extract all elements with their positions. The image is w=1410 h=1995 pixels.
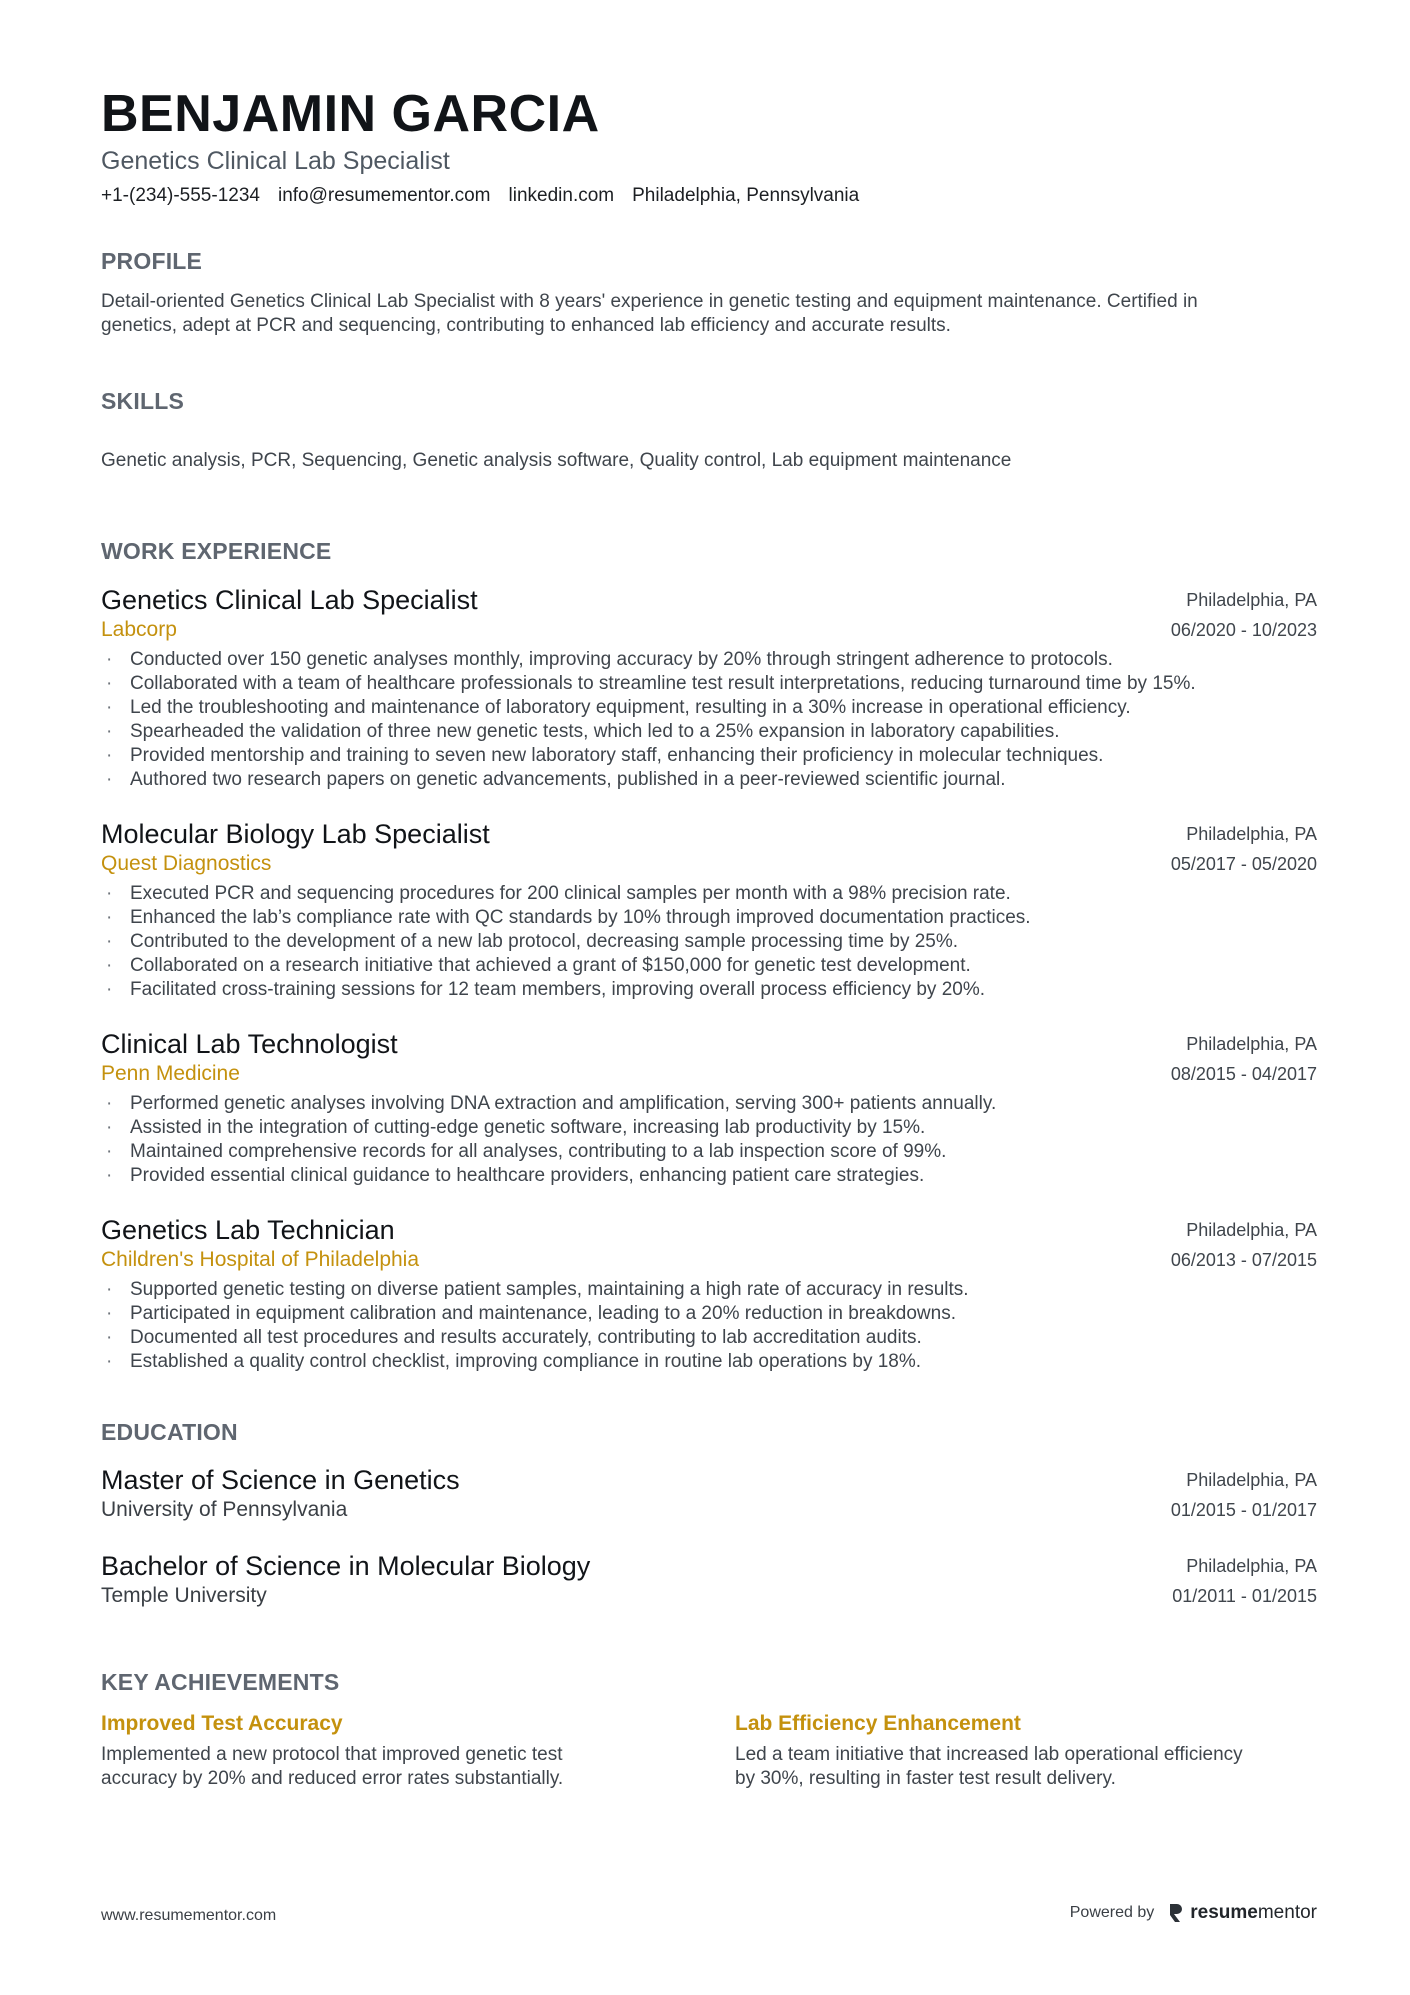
brand-name-light: mentor (1257, 1902, 1317, 1923)
job-dates: 05/2017 - 05/2020 (1170, 854, 1317, 874)
job-title: Genetics Clinical Lab Specialist (101, 585, 478, 615)
achievement-text: Implemented a new protocol that improved genetic test accuracy by 20% and reduced error rates substantially. (101, 1744, 564, 1789)
candidate-name: BENJAMIN GARCIA (101, 85, 600, 143)
bullet-item: · Established a quality control checklist, improving compliance in routine lab operations by 18%. (106, 1351, 922, 1372)
education-dates: 01/2011 - 01/2015 (1172, 1586, 1317, 1606)
education-entry (101, 1464, 1317, 1526)
achievement-item (101, 1709, 701, 1791)
bullet-item: · Provided essential clinical guidance to healthcare providers, enhancing patient care strategies. (106, 1165, 925, 1186)
achievement-title: Improved Test Accuracy (101, 1712, 343, 1735)
job-location: Philadelphia, PA (1186, 824, 1317, 844)
brand-logo[interactable] (1168, 1902, 1317, 1924)
school-name: University of Pennsylvania (101, 1498, 348, 1521)
contact-row (101, 183, 859, 209)
bullet-item: · Maintained comprehensive records for all analyses, contributing to a lab inspection score of 99%. (106, 1141, 947, 1162)
job-entry (101, 1214, 1317, 1374)
job-location: Philadelphia, PA (1186, 1034, 1317, 1054)
job-title: Clinical Lab Technologist (101, 1029, 398, 1059)
job-company: Labcorp (101, 618, 177, 641)
job-location: Philadelphia, PA (1186, 1220, 1317, 1240)
bullet-item: · Executed PCR and sequencing procedures for 200 clinical samples per month with a 98% precision rate. (106, 883, 1011, 904)
profile-line-2: genetics, adept at PCR and sequencing, contributing to enhanced lab efficiency and accurate results. (101, 315, 951, 336)
bullet-item: · Contributed to the development of a new lab protocol, decreasing sample processing time by 25%. (106, 931, 959, 952)
contact-email[interactable]: info@resumementor.com (277, 185, 491, 206)
education-dates: 01/2015 - 01/2017 (1170, 1500, 1317, 1520)
job-bullets (101, 1278, 1317, 1374)
contact-phone[interactable]: +1-(234)-555-1234 (101, 185, 260, 206)
achievements-heading: KEY ACHIEVEMENTS (101, 1669, 340, 1695)
job-bullets (101, 648, 1317, 792)
job-meta (1171, 1028, 1317, 1086)
footer-website-link[interactable]: www.resumementor.com (101, 1907, 277, 1924)
job-title: Molecular Biology Lab Specialist (101, 819, 490, 849)
contact-location: Philadelphia, Pennsylvania (632, 185, 860, 206)
bullet-item: · Performed genetic analyses involving DNA extraction and amplification, serving 300+ patients annually. (106, 1093, 997, 1114)
education-heading: EDUCATION (101, 1419, 238, 1445)
profile-line-1: Detail-oriented Genetics Clinical Lab Specialist with 8 years' experience in genetic testing and equipment maintenance. Certified in (101, 291, 1198, 312)
experience-heading: WORK EXPERIENCE (101, 538, 332, 564)
bullet-item: · Facilitated cross-training sessions for 12 team members, improving overall process efficiency by 20%. (106, 979, 985, 1000)
bullet-item: · Assisted in the integration of cutting-edge genetic software, increasing lab productivity by 15%. (106, 1117, 926, 1138)
school-name: Temple University (101, 1584, 267, 1607)
job-bullets (101, 882, 1317, 1002)
skills-text: Genetic analysis, PCR, Sequencing, Genetic analysis software, Quality control, Lab equipment maintenance (101, 450, 1012, 471)
achievement-text: Led a team initiative that increased lab operational efficiency by 30%, resulting in faster test result delivery. (735, 1744, 1243, 1789)
profile-heading: PROFILE (101, 248, 203, 274)
bullet-item: · Collaborated with a team of healthcare professionals to streamline test result interpretations, reducing turnaround time by 15%. (106, 673, 1196, 694)
achievement-item (735, 1709, 1335, 1791)
bullet-item: · Supported genetic testing on diverse patient samples, maintaining a high rate of accuracy in results. (106, 1279, 969, 1300)
candidate-title: Genetics Clinical Lab Specialist (101, 147, 450, 175)
job-bullets (101, 1092, 1317, 1188)
powered-by-label: Powered by (1069, 1904, 1155, 1921)
education-location: Philadelphia, PA (1186, 1556, 1317, 1576)
job-meta (1171, 1214, 1317, 1272)
job-title: Genetics Lab Technician (101, 1215, 395, 1245)
degree-title: Master of Science in Genetics (101, 1465, 460, 1495)
bullet-item: · Led the troubleshooting and maintenance of laboratory equipment, resulting in a 30% increase in operational efficiency. (106, 697, 1131, 718)
job-company: Quest Diagnostics (101, 852, 272, 875)
brand-name-bold: resume (1190, 1902, 1258, 1923)
education-meta (1172, 1550, 1317, 1608)
bullet-item: · Provided mentorship and training to seven new laboratory staff, enhancing their proficiency in molecular techniques. (106, 745, 1104, 766)
contact-linkedin[interactable]: linkedin.com (508, 185, 615, 206)
education-meta (1171, 1464, 1317, 1522)
job-meta (1171, 584, 1317, 642)
job-location: Philadelphia, PA (1186, 590, 1317, 610)
job-entry (101, 818, 1317, 1002)
bullet-item: · Spearheaded the validation of three new genetic tests, which led to a 25% expansion in laboratory capabilities. (106, 721, 1060, 742)
bullet-item: · Conducted over 150 genetic analyses monthly, improving accuracy by 20% through stringent adherence to protocols. (106, 649, 1113, 670)
job-entry (101, 1028, 1317, 1188)
degree-title: Bachelor of Science in Molecular Biology (101, 1551, 591, 1581)
job-meta (1171, 818, 1317, 876)
footer-branding (1070, 1902, 1317, 1924)
job-entry (101, 584, 1317, 792)
job-dates: 06/2013 - 07/2015 (1170, 1250, 1317, 1270)
bullet-item: · Documented all test procedures and results accurately, contributing to lab accreditation audits. (106, 1327, 922, 1348)
job-company: Children's Hospital of Philadelphia (101, 1248, 420, 1271)
job-dates: 08/2015 - 04/2017 (1170, 1064, 1317, 1084)
achievement-title: Lab Efficiency Enhancement (735, 1712, 1021, 1735)
education-entry (101, 1550, 1317, 1612)
bullet-item: · Collaborated on a research initiative that achieved a grant of $150,000 for genetic test development. (106, 955, 971, 976)
job-company: Penn Medicine (101, 1062, 240, 1085)
education-location: Philadelphia, PA (1186, 1470, 1317, 1490)
bullet-item: · Authored two research papers on genetic advancements, published in a peer-reviewed scientific journal. (106, 769, 1006, 790)
bullet-item: · Enhanced the lab’s compliance rate with QC standards by 10% through improved documentation practices. (106, 907, 1031, 928)
skills-heading: SKILLS (101, 388, 184, 414)
job-dates: 06/2020 - 10/2023 (1170, 620, 1317, 640)
brand-mark-icon (1168, 1902, 1184, 1924)
bullet-item: · Participated in equipment calibration and maintenance, leading to a 20% reduction in breakdowns. (106, 1303, 956, 1324)
